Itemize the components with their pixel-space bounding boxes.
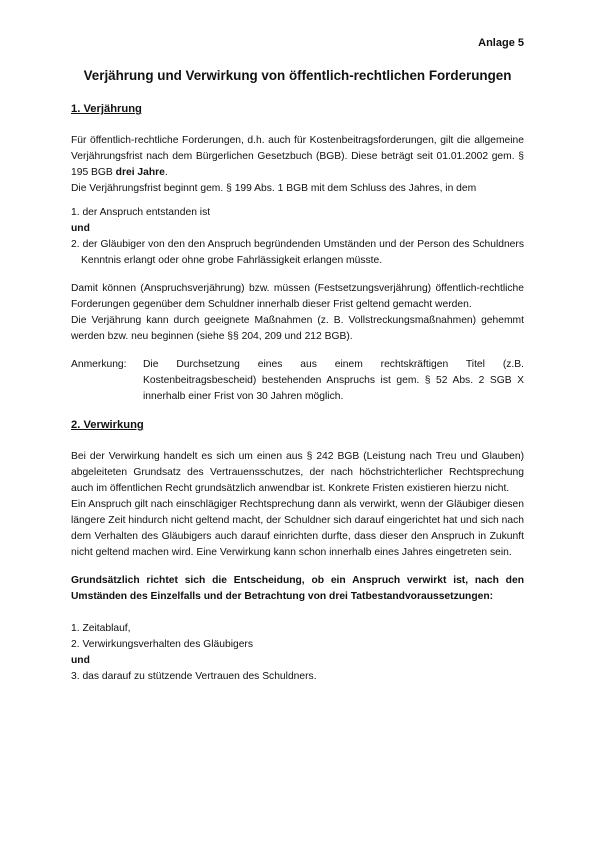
conjunction-label: und xyxy=(71,655,90,666)
list-item: 2. der Gläubiger von den den Anspruch begründenden Umständen und der Person des Schuldners Kenntnis erlangt oder ohne grobe Fahrlässigkeit erlangen müsste. xyxy=(71,239,524,266)
document-body xyxy=(71,101,524,685)
section-heading-verjaehrung: 1. Verjährung xyxy=(71,103,142,115)
paragraph: Bei der Verwirkung handelt es sich um einen aus § 242 BGB (Leistung nach Treu und Glauben) abgeleiteten Grundsatz des Vertrauensschutzes, der nach höchstrichterlicher Rechtsprechung auch im öffentlichen Recht grundsätzlich anwendbar ist. Konkrete Fristen existieren hierzu nicht. xyxy=(71,451,524,494)
period: . xyxy=(164,167,168,178)
paragraph: Die Verjährungsfrist beginnt gem. § 199 Abs. 1 BGB mit dem Schluss des Jahres, in dem xyxy=(71,183,477,194)
paragraph: Die Verjährung kann durch geeignete Maßnahmen (z. B. Vollstreckungsmaßnahmen) gehemmt werden bzw. neu beginnen (siehe §§ 204, 209 und 212 BGB). xyxy=(71,315,524,342)
bold-paragraph: Grundsätzlich richtet sich die Entscheidung, ob ein Anspruch verwirkt ist, nach den Umständen des Einzelfalls und der Betrachtung von drei Tatbestandvoraussetzungen: xyxy=(71,575,524,602)
note-label: Anmerkung: xyxy=(71,359,127,370)
paragraph xyxy=(71,133,524,181)
list-item: 1. Zeitablauf, xyxy=(71,623,131,634)
list-item: 2. Verwirkungsverhalten des Gläubigers xyxy=(71,639,254,650)
section-heading-verwirkung: 2. Verwirkung xyxy=(71,419,144,431)
conjunction-label: und xyxy=(71,223,90,234)
annex-label: Anlage 5 xyxy=(478,37,524,49)
note-block xyxy=(71,357,524,405)
bold-term: drei Jahre xyxy=(115,167,165,178)
paragraph: Damit können (Anspruchsverjährung) bzw. müssen (Festsetzungsverjährung) öffentlich-rechtliche Forderungen gegenüber dem Schuldner innerhalb dieser Frist geltend gemacht werden. xyxy=(71,283,524,310)
list-item: 3. das darauf zu stützende Vertrauen des Schuldners. xyxy=(71,671,317,682)
document-title: Verjährung und Verwirkung von öffentlich-rechtlichen Forderungen xyxy=(83,68,512,83)
list-item: 1. der Anspruch entstanden ist xyxy=(71,207,211,218)
note-text: Die Durchsetzung eines aus einem rechtskräftigen Titel (z.B. Kostenbeitragsbescheid) bestehenden Anspruchs ist gem. § 52 Abs. 2 SGB X innerhalb einer Frist von 30 Jahren möglich. xyxy=(143,359,524,402)
paragraph-text: Für öffentlich-rechtliche Forderungen, d.h. auch für Kostenbeitragsforderungen, gilt die allgemeine Verjährungsfrist nach dem Bürgerlichen Gesetzbuch (BGB). Diese beträgt seit 01.01.2002 gem. § 195 BGB xyxy=(71,135,524,178)
paragraph: Ein Anspruch gilt nach einschlägiger Rechtsprechung dann als verwirkt, wenn der Gläubiger diesen längere Zeit hindurch nicht geltend macht, der Schuldner sich darauf eingerichtet hat und sich nach dem Verhalten des Gläubigers auch darauf einrichten durfte, dass dieser den Anspruch in Zukunft nicht geltend machen wird. Eine Verwirkung kann schon innerhalb eines Jahres eingetreten sein. xyxy=(71,499,524,558)
